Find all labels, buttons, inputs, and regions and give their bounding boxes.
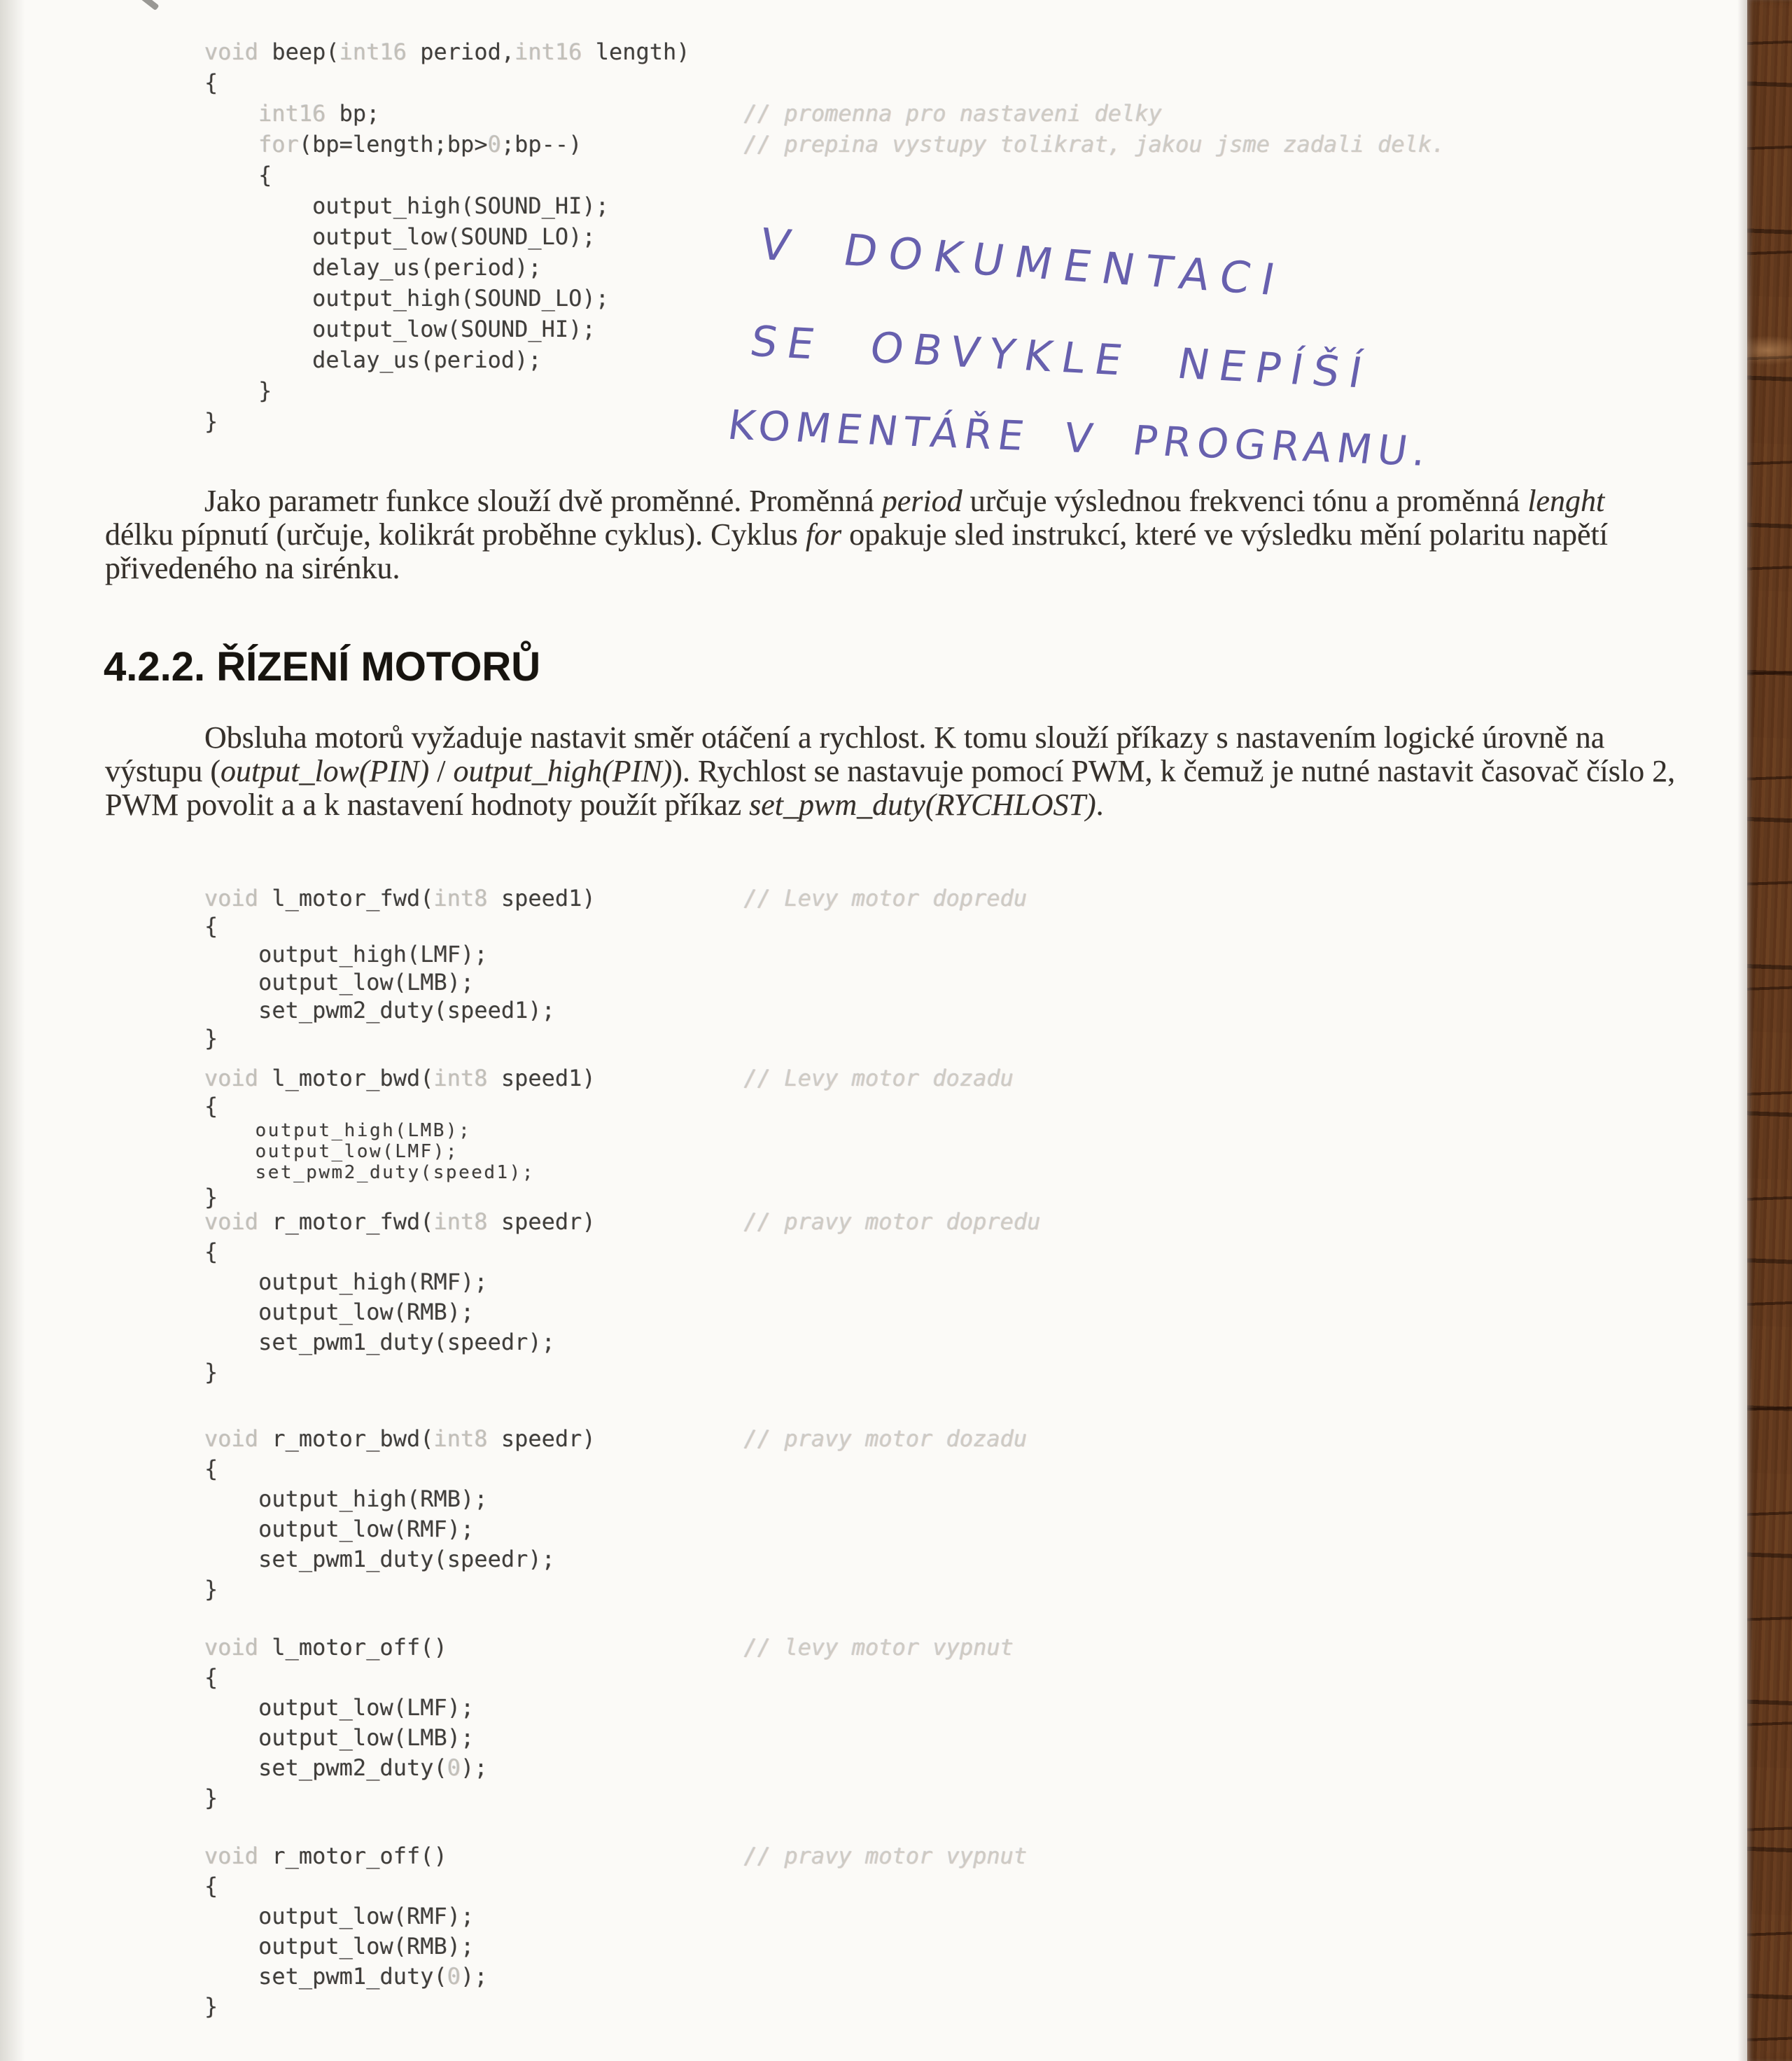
code-line: delay_us(period); xyxy=(204,347,542,373)
paragraph-beep-description: Jako parametr funkce slouží dvě proměnné. Proměnná period určuje výslednou frekvenci tónu a proměnná lenght délku pípnutí (určuje, kolikrát proběhne cyklus). Cyklus for opakuje sled instrukcí, které ve výsledku mění polaritu napětí přivedeného na sirénku. xyxy=(105,484,1608,585)
section-heading: 4.2.2. ŘÍZENÍ MOTORŮ xyxy=(104,644,541,690)
handwritten-note-line2: SE OBVYKLE NEPÍŠÍ xyxy=(746,317,1376,398)
paper-right-edge xyxy=(1737,0,1747,2061)
handwritten-note-line1: V DOKUMENTACI xyxy=(755,218,1291,306)
code-line: set_pwm1_duty(0); xyxy=(204,1963,488,1990)
pen-mark xyxy=(139,0,159,11)
code-line: { xyxy=(204,913,218,939)
code-line: } xyxy=(204,1784,218,1811)
code-line: set_pwm2_duty(speed1); xyxy=(204,1162,535,1183)
code-line: } xyxy=(204,377,272,404)
code-block-r-motor-fwd xyxy=(204,1207,1040,1388)
code-line: { xyxy=(204,1455,218,1482)
code-line: void l_motor_fwd(int8 speed1) // Levy motor dopredu xyxy=(204,885,1028,911)
code-line: set_pwm2_duty(speed1); xyxy=(204,997,555,1023)
code-line: { xyxy=(204,1238,218,1265)
code-line: output_low(RMB); xyxy=(204,1299,475,1325)
paragraph-motor-description: Obsluha motorů vyžaduje nastavit směr otáčení a rychlost. K tomu slouží příkazy s nastavením logické úrovně na výstupu (output_low(PIN) / output_high(PIN)). Rychlost se nastavuje pomocí PWM, k čemuž je nutné nastavit časovač číslo 2, PWM povolit a a k nastavení hodnoty použít příkaz set_pwm_duty(RYCHLOST). xyxy=(105,720,1676,822)
code-block-r-motor-off xyxy=(204,1841,1027,2022)
code-line: int16 bp; // promenna pro nastaveni delky xyxy=(258,100,1162,127)
code-block-r-motor-bwd xyxy=(204,1424,1027,1605)
code-line: set_pwm2_duty(0); xyxy=(204,1754,488,1781)
code-line: output_high(LMF); xyxy=(204,941,488,967)
code-line: void beep(int16 period,int16 length) xyxy=(204,39,690,65)
code-line: output_low(SOUND_HI); xyxy=(204,316,596,342)
code-line: } xyxy=(204,1993,218,2020)
code-block-l-motor-bwd xyxy=(204,1064,1014,1211)
code-line: output_low(SOUND_LO); xyxy=(204,223,596,250)
code-line: delay_us(period); xyxy=(204,254,542,281)
code-line: output_high(LMB); xyxy=(204,1120,472,1141)
code-line: } xyxy=(204,1184,218,1210)
code-line: { xyxy=(204,1664,218,1691)
code-line: void r_motor_off() // pravy motor vypnut xyxy=(204,1843,1028,1869)
code-line: set_pwm1_duty(speedr); xyxy=(204,1546,555,1572)
code-line: output_high(RMF); xyxy=(204,1269,488,1295)
code-block-l-motor-fwd xyxy=(204,884,1027,1052)
code-line: output_low(LMB); xyxy=(204,1724,475,1751)
code-line: } xyxy=(204,1359,218,1385)
page-edge-shadow xyxy=(0,0,25,2061)
code-line: { xyxy=(204,1093,218,1119)
code-line: { xyxy=(204,69,218,96)
code-line: output_low(LMB); xyxy=(204,969,475,995)
code-line: output_high(SOUND_HI); xyxy=(204,193,609,219)
code-line: output_high(RMB); xyxy=(204,1486,488,1512)
code-line: } xyxy=(204,408,218,435)
code-line: output_low(RMF); xyxy=(204,1903,475,1929)
code-line: output_low(RMB); xyxy=(204,1933,475,1959)
wooden-table-edge xyxy=(1747,0,1792,2061)
code-block-l-motor-off xyxy=(204,1633,1014,1813)
code-line: } xyxy=(204,1576,218,1602)
code-line: void r_motor_fwd(int8 speedr) // pravy motor dopredu xyxy=(204,1208,1041,1235)
code-line: output_low(LMF); xyxy=(204,1141,459,1162)
code-line: void l_motor_bwd(int8 speed1) // Levy motor dozadu xyxy=(204,1065,1014,1091)
code-line: set_pwm1_duty(speedr); xyxy=(204,1329,555,1355)
code-line: output_high(SOUND_LO); xyxy=(204,285,609,312)
code-line: void r_motor_bwd(int8 speedr) // pravy motor dozadu xyxy=(204,1425,1028,1452)
code-line: void l_motor_off() // levy motor vypnut xyxy=(204,1634,1014,1661)
code-line: { xyxy=(204,162,272,188)
code-line: { xyxy=(204,1873,218,1899)
code-line: } xyxy=(204,1025,218,1052)
code-line: for(bp=length;bp>0;bp--) // prepina vystupy tolikrat, jakou jsme zadali delk. xyxy=(204,131,1446,158)
handwritten-note-line3: KOMENTÁŘE V PROGRAMU. xyxy=(724,400,1435,476)
code-line: output_low(LMF); xyxy=(204,1694,475,1721)
code-line: output_low(RMF); xyxy=(204,1516,475,1542)
